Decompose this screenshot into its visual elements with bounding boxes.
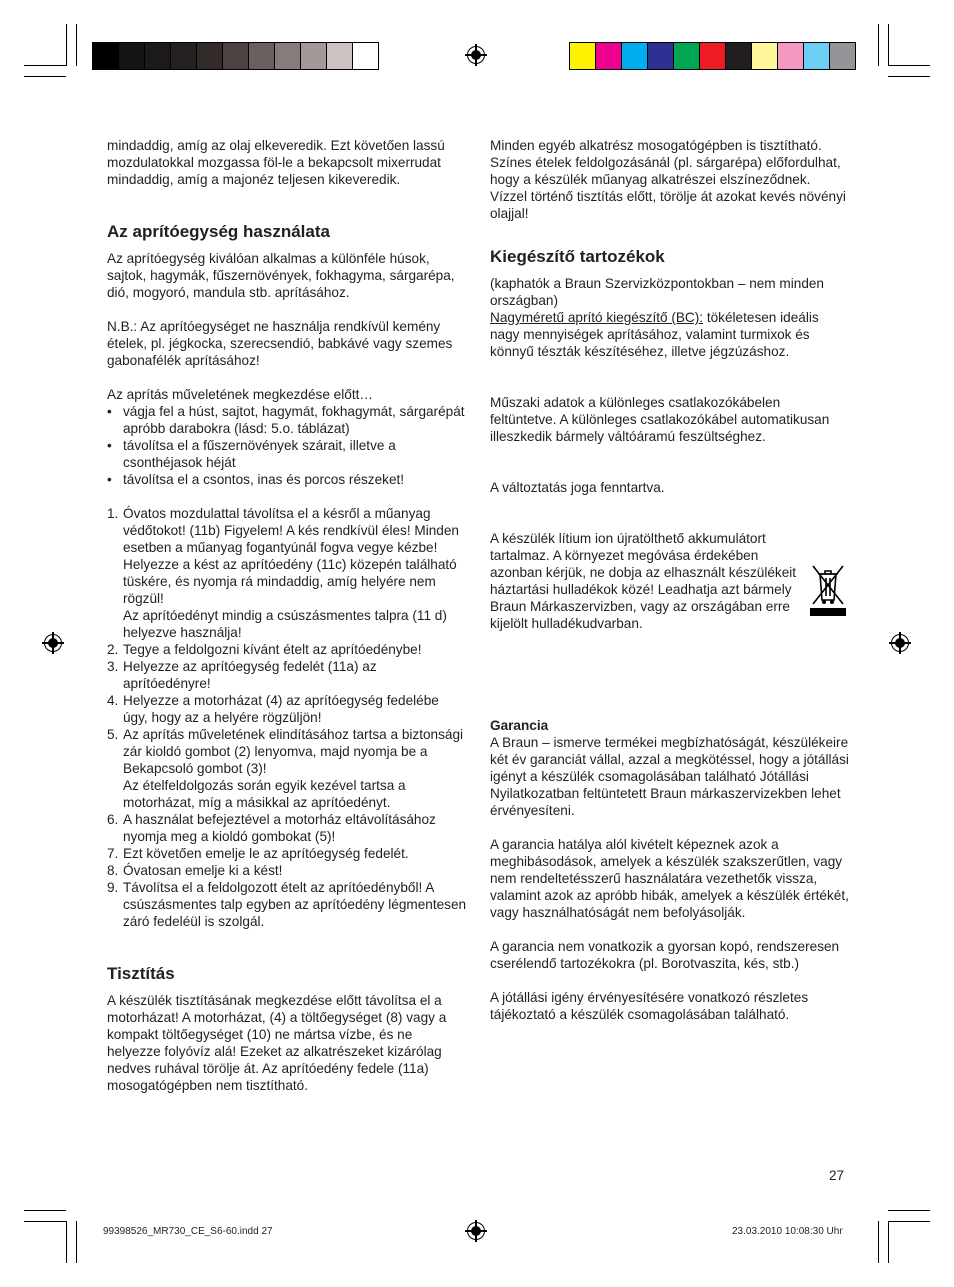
chopper-note: N.B.: Az aprítóegységet ne használja rendkívül kemény ételek, pl. jégkocka, szerecsendió, babkávé vagy szemes gabonafélék aprításához! [107,319,453,368]
technical-data: Műszaki adatok a különleges csatlakozókábelen feltüntetve. A különleges csatlakozókábel automatikusan illeszkedik bármely váltóáramú feszültséghez. [490,395,830,444]
crop-mark [24,1221,66,1222]
crop-mark [888,24,889,66]
list-item: • távolítsa el a csontos, inas és porcos részeket! [107,471,467,488]
color-swatch [119,43,145,69]
crop-mark [24,76,66,77]
crop-mark [878,24,879,66]
section-title-chopper: Az aprítóegység használata [107,222,330,241]
color-swatch [197,43,223,69]
section-title-cleaning: Tisztítás [107,964,175,983]
cleaning-continued: Minden egyéb alkatrész mosogatógépben is tisztítható. Színes ételek feldolgozásánál (pl. sárgarépa) előfordulhat, hogy a készülék műanyag alkatrészei elszíneződnek. [490,138,841,187]
section-title-accessories: Kiegészítő tartozékok [490,247,665,266]
cleaning-paragraph: A készülék tisztításának megkezdése előtt távolítsa el a motorházat! A motorházat, (4) a töltőegységet (8) vagy a kompakt töltőegységet (10) ne mártsa vízbe, és ne helyezze folyóvíz alá! Ezeket az alkatrészeket kizárólag nedves ruhával törölje át. Az aprítóedény fedele (11a) mosogatógépben nem tisztítható. [107,993,447,1093]
color-swatch [778,43,804,69]
color-swatch [171,43,197,69]
footer-timestamp: 23.03.2010 10:08:30 Uhr [732,1226,843,1237]
crop-mark [66,24,67,66]
color-swatch [726,43,752,69]
color-swatch [830,43,855,69]
crossed-out-bin-icon [810,562,846,618]
list-item: 1. Óvatos mozdulattal távolítsa el a késről a műanyag védőtokot! (11b) Figyelem! A kés rendkívül éles! Minden esetben a műanyag fogantyúnál fogva vegye kézbe! Helyezze a kést az aprítóedény (11c) közepén található tüskére, és nyomja rá mindaddig, amíg helyére nem rögzül! Az aprítóedényt mindig a csúszásmentes talpra (11 d) helyezve használja! [107,506,459,640]
color-swatch [596,43,622,69]
crop-mark [888,76,930,77]
chopper-paragraph: Az aprítóegység kiválóan alkalmas a különféle húsok, sajtok, hagymák, fűszernövények, fokhagyma, sárgarépa, dió, mogyoró, mandula stb. aprításához. [107,251,455,300]
right-column [490,137,850,1023]
crop-mark [76,24,77,66]
warranty-paragraph: A garancia hatálya alól kivételt képeznek azok a meghibásodások, amelyek a készülék szakszerűtlen, vagy nem rendeltetésszerű használatára vezethetők vissza, valamint azok az apróbb hibák, amelyek a készülék értékét, vagy használhatóságát nem befolyásolják. [490,837,849,920]
color-swatch [648,43,674,69]
page-number: 27 [829,1168,845,1183]
color-swatch [570,43,596,69]
color-swatch [145,43,171,69]
crop-mark [888,1221,930,1222]
list-item: • vágja fel a húst, sajtot, hagymát, fokhagymát, sárgarépát apróbb darabokra (lásd: 5.o. táblázat) [107,403,467,437]
left-column [107,137,467,1094]
list-item: 2. Tegye a feldolgozni kívánt ételt az aprítóedénybe! [107,642,422,657]
color-swatch [353,43,378,69]
cleaning-oil-note: Vízzel történő tisztítás előtt, törölje át azokat kevés növényi olajjal! [490,189,846,221]
section-title-warranty: Garancia [490,718,549,733]
list-item: 5. Az aprítás műveletének elindításához tartsa a biztonsági zár kioldó gombot (2) lenyomva, majd nyomja be a Bekapcsoló gombot (3)! Az ételfeldolgozás során egyik kezével tartsa a motorházat, míg a másikkal az aprítóedényt. [107,727,464,810]
rights-notice: A változtatás joga fenntartva. [490,480,665,495]
warranty-paragraph: A garancia nem vonatkozik a gyorsan kopó, rendszeresen cserélendő tartozékokra (pl. Borotvaszita, kés, stb.) [490,939,840,971]
registration-mark-icon [891,634,909,652]
color-swatch [622,43,648,69]
color-swatch [700,43,726,69]
steps-list [107,505,467,930]
crop-mark [76,1221,77,1263]
color-swatch [249,43,275,69]
battery-notice: A készülék lítium ion újratölthető akkumulátort tartalmaz. A környezet megóvása érdekében azonban kérjük, ne dobja az elhasznált készülékeit háztartási hulladékok közé! Leadhatja azt bármely Braun Márkaszervizben, vagy az országában erre kijelölt hulladékudvarban. [490,531,797,631]
list-item: 8. Óvatosan emelje ki a kést! [107,863,283,878]
crop-mark [888,65,930,66]
color-swatch [752,43,778,69]
registration-mark-icon [44,634,62,652]
color-swatch [674,43,700,69]
crop-mark [888,1221,889,1263]
crop-mark [24,65,66,66]
registration-mark-icon [467,46,485,64]
color-swatch [327,43,353,69]
crop-mark [66,1221,67,1263]
list-item: 7. Ezt követően emelje le az aprítóegység fedelét. [107,846,409,861]
list-item: 4. Helyezze a motorházat (4) az aprítóegység fedelébe úgy, hogy az a helyére rögzüljön! [107,693,439,725]
list-item: • távolítsa el a fűszernövények szárait, illetve a csonthéjasok héját [107,437,467,471]
process-color-bar [569,42,856,70]
registration-mark-icon [467,1222,485,1240]
crop-mark [888,1210,930,1211]
gray-color-bar [92,42,379,70]
crop-mark [878,1221,879,1263]
color-swatch [275,43,301,69]
before-title: Az aprítás műveletének megkezdése előtt… [107,387,373,402]
list-item: 9. Távolítsa el a feldolgozott ételt az aprítóedényből! A csúszásmentes talp egyben az aprítóedény légmentesen záró fedeléül is szolgál. [107,880,467,929]
color-swatch [223,43,249,69]
preparation-list [107,403,467,488]
color-swatch [93,43,119,69]
warranty-paragraph: A jótállási igény érvényesítésére vonatkozó részletes tájékoztató a készülék csomagolásában található. [490,990,809,1022]
list-item: 3. Helyezze az aprítóegység fedelét (11a) az aprítóedényre! [107,659,377,691]
color-swatch [301,43,327,69]
footer-filename: 99398526_MR730_CE_S6-60.indd 27 [103,1226,273,1237]
accessory-item: Nagyméretű aprító kiegészítő (BC): tökéletesen ideális nagy mennyiségek aprításához, valamint turmixok és könnyű tészták készítéséhez, illetve jégzúzáshoz. [490,310,819,359]
intro-paragraph: mindaddig, amíg az olaj elkeveredik. Ezt követően lassú mozdulatokkal mozgassa föl-le a bekapcsolt mixerrudat mindaddig, amíg a majonéz teljesen kikeveredik. [107,138,445,187]
accessories-note: (kaphatók a Braun Szervizközpontokban – nem minden országban) [490,276,824,308]
color-swatch [804,43,830,69]
crop-mark [24,1210,66,1211]
warranty-paragraph: A Braun – ismerve termékei megbízhatóságát, készülékeire két év garanciát vállal, azzal a megkötéssel, hogy a jótállási igényt a készülék csomagolásában található Jótállási Nyilatkozatban feltüntetett Braun márkaszervizekben lehet érvényesíteni. [490,735,849,818]
list-item: 6. A használat befejeztével a motorház eltávolításához nyomja meg a kioldó gombokat (5)! [107,812,436,844]
